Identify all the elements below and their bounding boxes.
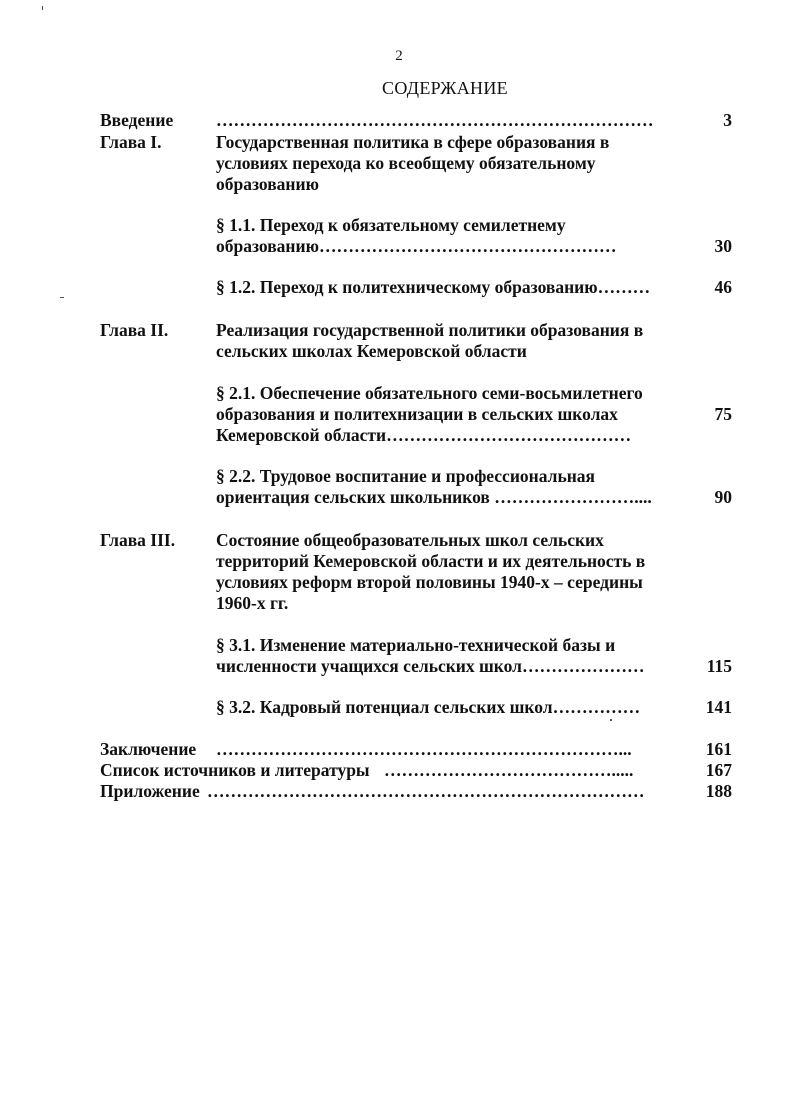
chapter-label: Глава II. (100, 320, 169, 340)
chapter-title-line: территорий Кемеровской области и их деятельность в (216, 551, 646, 571)
section-title-line: Кемеровской области…………………………………… (216, 425, 632, 445)
toc-entry-label: Введение (100, 110, 174, 130)
section-title-line: § 1.1. Переход к обязательному семилетнему (216, 215, 566, 235)
toc-page-number: 30 (714, 236, 732, 256)
toc-leader-dots: ………………………………………………………………… (216, 110, 654, 130)
section-title-line: образованию…………………………………………… (216, 236, 617, 256)
toc-leader-dots: …………………………………..... (384, 760, 634, 780)
chapter-title-line: условиях перехода ко всеобщему обязательному (216, 153, 596, 173)
toc-page-number: 161 (705, 739, 732, 759)
toc-page-number: 167 (705, 760, 732, 780)
section-title-line: ориентация сельских школьников …………………….... (216, 487, 652, 507)
toc-page-number: 188 (705, 781, 732, 801)
toc-page-number: 3 (723, 110, 732, 130)
toc-page-number: 115 (706, 656, 732, 676)
scan-speck (42, 6, 43, 10)
section-title-line: § 3.1. Изменение материально-технической базы и (216, 635, 616, 655)
chapter-title-line: 1960-х гг. (216, 593, 289, 613)
toc-page-number: 46 (714, 277, 732, 297)
chapter-title-line: условиях реформ второй половины 1940-х – середины (216, 572, 643, 592)
toc-title: СОДЕРЖАНИЕ (382, 78, 508, 98)
scan-speck (60, 297, 64, 298)
chapter-title-line: Реализация государственной политики образования в (216, 320, 644, 340)
chapter-title-line: сельских школах Кемеровской области (216, 341, 527, 361)
chapter-label: Глава I. (100, 132, 162, 152)
chapter-title-line: образованию (216, 174, 319, 194)
chapter-label: Глава III. (100, 530, 176, 550)
toc-entry-label: Заключение (100, 739, 197, 759)
toc-page-number: 141 (705, 697, 732, 717)
section-title-line: образования и политехнизации в сельских школах (216, 404, 618, 424)
toc-entry-label: Приложение (100, 781, 200, 801)
section-title-line: § 2.1. Обеспечение обязательного семи-восьмилетнего (216, 383, 643, 403)
section-title-line: численности учащихся сельских школ………………… (216, 656, 645, 676)
toc-leader-dots: ………………………………………………………………… (207, 781, 645, 801)
chapter-title-line: Государственная политика в сфере образования в (216, 132, 610, 152)
scan-speck (610, 719, 612, 721)
chapter-title-line: Состояние общеобразовательных школ сельских (216, 530, 604, 550)
section-title-line: § 2.2. Трудовое воспитание и профессиональная (216, 466, 596, 486)
section-title-line: § 1.2. Переход к политехническому образованию……… (216, 277, 651, 297)
toc-leader-dots: ……………………………………………………………... (216, 739, 632, 759)
toc-page-number: 90 (714, 487, 732, 507)
section-title-line: § 3.2. Кадровый потенциал сельских школ…………… (216, 697, 641, 717)
page-number: 2 (395, 48, 403, 64)
toc-entry-label: Список источников и литературы (100, 760, 370, 780)
toc-page-number: 75 (714, 404, 732, 424)
